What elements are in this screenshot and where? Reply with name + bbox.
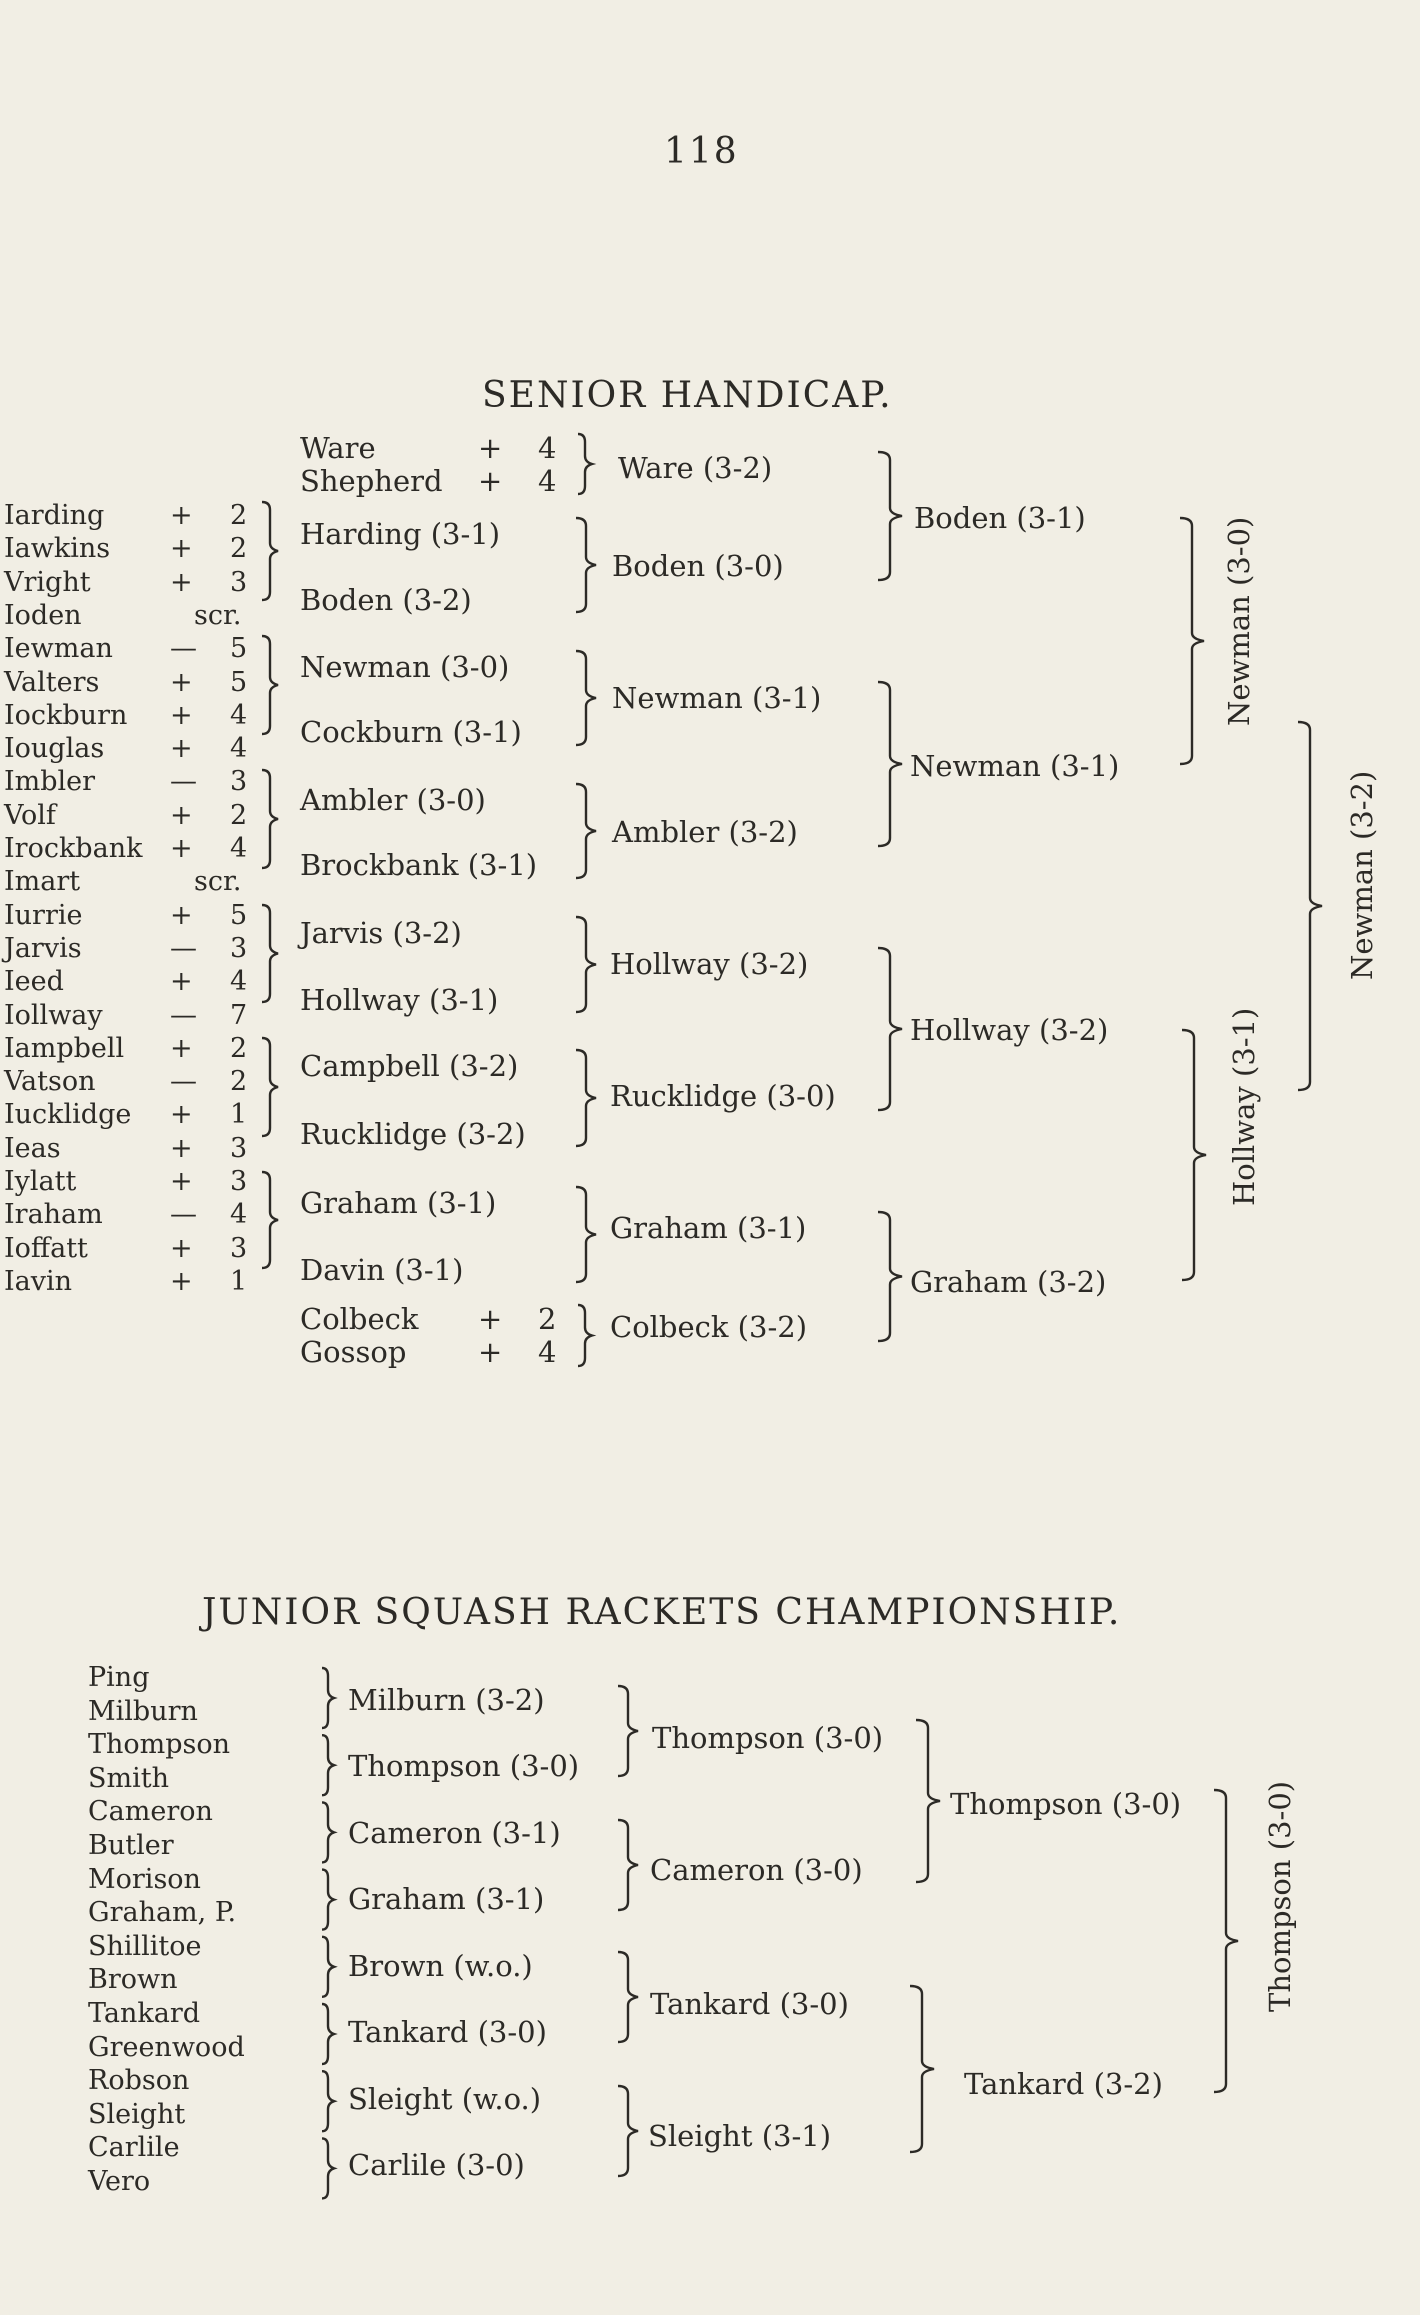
entrant-name: Imbler bbox=[4, 766, 96, 797]
s-r2-6: Graham (3-1) bbox=[610, 1211, 807, 1245]
bracket bbox=[322, 1668, 334, 1728]
bracket bbox=[322, 1735, 334, 1795]
page-number: 118 bbox=[664, 131, 739, 172]
entrant-handicap: 4 bbox=[230, 966, 248, 997]
s-r3-0: Boden (3-1) bbox=[914, 501, 1086, 535]
junior-entrant: Ping bbox=[88, 1662, 150, 1693]
entrant-handicap: 3 bbox=[230, 1133, 248, 1164]
bracket bbox=[322, 2004, 334, 2064]
entrant-sign: + bbox=[170, 733, 193, 764]
s-semi-0: Newman (3-0) bbox=[1222, 516, 1256, 726]
bracket bbox=[878, 682, 902, 846]
junior-entrant: Shillitoe bbox=[88, 1931, 202, 1962]
s-r2-1: Boden (3-0) bbox=[612, 549, 784, 583]
entrant-handicap: 1 bbox=[230, 1099, 248, 1130]
entrant-sign: — bbox=[170, 1199, 197, 1230]
entrant-name: Iavin bbox=[4, 1266, 73, 1297]
s-r2-3: Ambler (3-2) bbox=[612, 815, 798, 849]
entrant-sign: + bbox=[170, 900, 193, 931]
bracket bbox=[262, 770, 278, 868]
bracket bbox=[1182, 1030, 1206, 1280]
bye-shepherd-val: 4 bbox=[538, 464, 557, 498]
bracket bbox=[322, 1870, 334, 1930]
s-r1-2: Newman (3-0) bbox=[300, 650, 510, 684]
s-r1-4: Ambler (3-0) bbox=[300, 783, 486, 817]
j-r1-4: Brown (w.o.) bbox=[348, 1949, 533, 1983]
s-r2-5: Rucklidge (3-0) bbox=[610, 1079, 836, 1113]
entrant-sign: + bbox=[170, 1266, 193, 1297]
entrant-name: Irockbank bbox=[4, 833, 143, 864]
s-final: Newman (3-2) bbox=[1345, 770, 1379, 980]
entrant-sign: + bbox=[170, 700, 193, 731]
junior-title: JUNIOR SQUASH RACKETS CHAMPIONSHIP. bbox=[202, 1592, 1122, 1633]
j-r2-0: Thompson (3-0) bbox=[652, 1721, 884, 1755]
bracket bbox=[1214, 1790, 1238, 2092]
j-final: Thompson (3-0) bbox=[1263, 1780, 1297, 2012]
senior-title: SENIOR HANDICAP. bbox=[482, 375, 893, 416]
entrant-name: Iurrie bbox=[4, 900, 83, 931]
junior-entrant: Butler bbox=[88, 1830, 174, 1861]
entrant-name: Iucklidge bbox=[4, 1099, 132, 1130]
s-r2-7: Colbeck (3-2) bbox=[610, 1310, 808, 1344]
bracket bbox=[576, 1187, 596, 1282]
bracket bbox=[576, 518, 596, 612]
bracket bbox=[1298, 722, 1322, 1090]
s-r1-6: Jarvis (3-2) bbox=[300, 916, 462, 950]
bye-ware-sign: + bbox=[478, 431, 503, 465]
entrant-name: Ioden bbox=[4, 600, 82, 631]
bracket bbox=[618, 1686, 638, 1776]
entrant-name: Iampbell bbox=[4, 1033, 125, 1064]
entrant-handicap: 5 bbox=[230, 667, 248, 698]
bye-gossop: Gossop bbox=[300, 1335, 407, 1369]
entrant-handicap: 7 bbox=[230, 1000, 248, 1031]
j-r1-0: Milburn (3-2) bbox=[348, 1683, 545, 1717]
bye-gossop-val: 4 bbox=[538, 1335, 557, 1369]
junior-entrant: Vero bbox=[88, 2166, 151, 2197]
bracket bbox=[910, 1986, 934, 2152]
j-r1-5: Tankard (3-0) bbox=[348, 2015, 547, 2049]
entrant-sign: + bbox=[170, 533, 193, 564]
entrant-sign: — bbox=[170, 1066, 197, 1097]
entrant-name: Iockburn bbox=[4, 700, 128, 731]
j-r1-2: Cameron (3-1) bbox=[348, 1816, 561, 1850]
bracket bbox=[618, 2086, 638, 2176]
s-r1-9: Rucklidge (3-2) bbox=[300, 1117, 526, 1151]
entrant-sign: + bbox=[170, 567, 193, 598]
s-r1-8: Campbell (3-2) bbox=[300, 1049, 519, 1083]
entrant-handicap: scr. bbox=[194, 600, 242, 631]
junior-entrant: Morison bbox=[88, 1864, 201, 1895]
entrant-handicap: scr. bbox=[194, 866, 242, 897]
bracket bbox=[618, 1952, 638, 2042]
entrant-handicap: 4 bbox=[230, 1199, 248, 1230]
entrant-handicap: 3 bbox=[230, 567, 248, 598]
entrant-sign: + bbox=[170, 966, 193, 997]
entrant-name: Iollway bbox=[4, 1000, 103, 1031]
junior-entrant: Greenwood bbox=[88, 2032, 245, 2063]
bracket bbox=[262, 905, 278, 1002]
entrant-sign: + bbox=[170, 1033, 193, 1064]
bracket bbox=[878, 948, 902, 1110]
s-r1-11: Davin (3-1) bbox=[300, 1253, 464, 1287]
s-r1-7: Hollway (3-1) bbox=[300, 983, 499, 1017]
bracket bbox=[1180, 518, 1204, 764]
bracket bbox=[878, 1212, 902, 1341]
entrant-handicap: 2 bbox=[230, 500, 248, 531]
entrant-handicap: 5 bbox=[230, 900, 248, 931]
bracket bbox=[618, 1820, 638, 1910]
j-r1-7: Carlile (3-0) bbox=[348, 2148, 525, 2182]
bracket bbox=[576, 651, 596, 745]
entrant-sign: — bbox=[170, 933, 197, 964]
entrant-handicap: 3 bbox=[230, 933, 248, 964]
bracket bbox=[576, 1050, 596, 1146]
junior-entrant: Smith bbox=[88, 1763, 169, 1794]
s-semi-1: Hollway (3-1) bbox=[1227, 1007, 1261, 1206]
j-semi-0: Thompson (3-0) bbox=[950, 1787, 1182, 1821]
bracket bbox=[578, 1305, 592, 1366]
entrant-handicap: 2 bbox=[230, 1033, 248, 1064]
entrant-name: Vright bbox=[4, 567, 91, 598]
bracket bbox=[262, 502, 278, 600]
bracket bbox=[878, 452, 902, 580]
entrant-sign: + bbox=[170, 667, 193, 698]
junior-entrant: Graham, P. bbox=[88, 1897, 237, 1928]
entrant-sign: + bbox=[170, 1166, 193, 1197]
bracket bbox=[322, 2138, 334, 2198]
entrant-handicap: 2 bbox=[230, 800, 248, 831]
j-r1-3: Graham (3-1) bbox=[348, 1882, 545, 1916]
bracket bbox=[262, 1038, 278, 1136]
entrant-name: Ieas bbox=[4, 1133, 61, 1164]
s-r1-1: Boden (3-2) bbox=[300, 583, 472, 617]
entrant-handicap: 5 bbox=[230, 633, 248, 664]
entrant-name: Iawkins bbox=[4, 533, 111, 564]
entrant-name: Vatson bbox=[4, 1066, 96, 1097]
entrant-handicap: 4 bbox=[230, 733, 248, 764]
j-r2-3: Sleight (3-1) bbox=[648, 2119, 832, 2153]
bye-colbeck-val: 2 bbox=[538, 1302, 557, 1336]
junior-entrant: Brown bbox=[88, 1964, 178, 1995]
s-r2-4: Hollway (3-2) bbox=[610, 947, 809, 981]
bracket bbox=[578, 434, 592, 494]
entrant-name: Iylatt bbox=[4, 1166, 77, 1197]
entrant-sign: + bbox=[170, 833, 193, 864]
entrant-name: Valters bbox=[4, 667, 100, 698]
bye-ware: Ware bbox=[300, 431, 376, 465]
entrant-name: Ieed bbox=[4, 966, 64, 997]
entrant-handicap: 2 bbox=[230, 533, 248, 564]
j-r1-1: Thompson (3-0) bbox=[348, 1749, 580, 1783]
j-r2-2: Tankard (3-0) bbox=[650, 1987, 849, 2021]
entrant-sign: — bbox=[170, 1000, 197, 1031]
entrant-sign: — bbox=[170, 766, 197, 797]
junior-entrant: Robson bbox=[88, 2065, 190, 2096]
entrant-handicap: 3 bbox=[230, 1233, 248, 1264]
entrant-sign: + bbox=[170, 800, 193, 831]
entrant-name: Jarvis bbox=[4, 933, 82, 964]
bracket bbox=[322, 1937, 334, 1997]
entrant-handicap: 2 bbox=[230, 1066, 248, 1097]
s-r1-0: Harding (3-1) bbox=[300, 517, 501, 551]
entrant-sign: — bbox=[170, 633, 197, 664]
entrant-sign: + bbox=[170, 1099, 193, 1130]
entrant-name: Iarding bbox=[4, 500, 105, 531]
s-r2-2: Newman (3-1) bbox=[612, 681, 822, 715]
junior-entrant: Cameron bbox=[88, 1796, 213, 1827]
bracket bbox=[576, 917, 596, 1012]
j-semi-1: Tankard (3-2) bbox=[964, 2067, 1163, 2101]
s-r3-3: Graham (3-2) bbox=[910, 1265, 1107, 1299]
entrant-name: Iewman bbox=[4, 633, 113, 664]
bye-ware-val: 4 bbox=[538, 431, 557, 465]
s-r1-10: Graham (3-1) bbox=[300, 1186, 497, 1220]
bye-shepherd: Shepherd bbox=[300, 464, 443, 498]
bye-colbeck-sign: + bbox=[478, 1302, 503, 1336]
entrant-sign: + bbox=[170, 500, 193, 531]
bracket bbox=[262, 636, 278, 734]
bracket bbox=[576, 784, 596, 878]
entrant-handicap: 3 bbox=[230, 766, 248, 797]
junior-entrant: Sleight bbox=[88, 2099, 186, 2130]
s-r1-5: Brockbank (3-1) bbox=[300, 848, 538, 882]
junior-entrant: Milburn bbox=[88, 1696, 198, 1727]
bracket bbox=[322, 1802, 334, 1862]
entrant-handicap: 1 bbox=[230, 1266, 248, 1297]
entrant-name: Imart bbox=[4, 866, 81, 897]
bracket bbox=[322, 2071, 334, 2131]
s-r2-0: Ware (3-2) bbox=[618, 451, 773, 485]
entrant-name: Volf bbox=[4, 800, 56, 831]
entrant-name: Iouglas bbox=[4, 733, 105, 764]
bye-colbeck: Colbeck bbox=[300, 1302, 419, 1336]
s-r3-1: Newman (3-1) bbox=[910, 749, 1120, 783]
j-r2-1: Cameron (3-0) bbox=[650, 1853, 863, 1887]
junior-entrant: Carlile bbox=[88, 2132, 180, 2163]
j-r1-6: Sleight (w.o.) bbox=[348, 2082, 542, 2116]
junior-entrant: Thompson bbox=[88, 1729, 231, 1760]
s-r3-2: Hollway (3-2) bbox=[910, 1013, 1109, 1047]
entrant-handicap: 3 bbox=[230, 1166, 248, 1197]
entrant-sign: + bbox=[170, 1233, 193, 1264]
entrant-name: Ioffatt bbox=[4, 1233, 88, 1264]
bracket bbox=[262, 1172, 278, 1268]
junior-entrant: Tankard bbox=[88, 1998, 201, 2029]
bye-gossop-sign: + bbox=[478, 1335, 503, 1369]
bracket bbox=[916, 1720, 940, 1882]
s-r1-3: Cockburn (3-1) bbox=[300, 715, 522, 749]
bye-shepherd-sign: + bbox=[478, 464, 503, 498]
entrant-name: Iraham bbox=[4, 1199, 103, 1230]
entrant-sign: + bbox=[170, 1133, 193, 1164]
entrant-handicap: 4 bbox=[230, 833, 248, 864]
entrant-handicap: 4 bbox=[230, 700, 248, 731]
